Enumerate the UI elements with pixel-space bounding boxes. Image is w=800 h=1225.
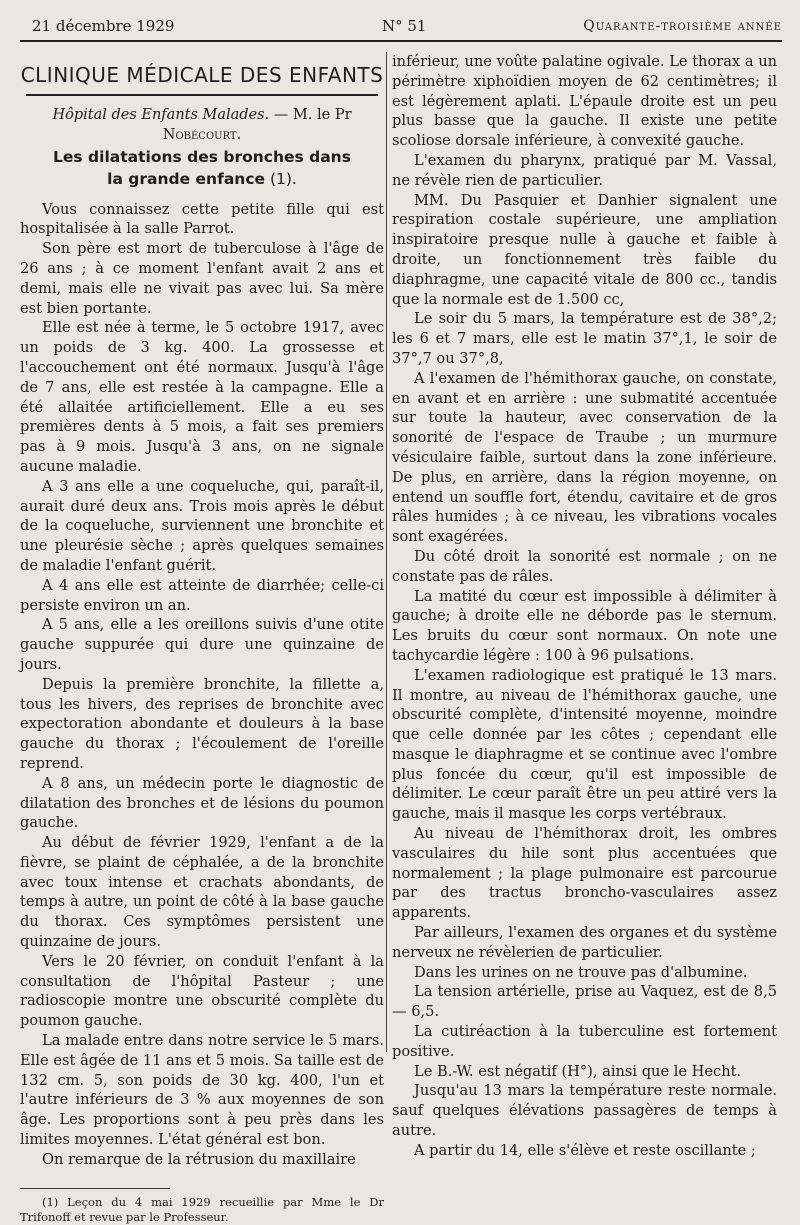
footnote-rule [20,1188,170,1189]
title-rule [26,94,378,96]
paragraph: Son père est mort de tuberculose à l'âge de 26 ans ; à ce moment l'enfant avait 2 ans et demi, mais elle ne vivait pas avec lui. Sa mère est bien portante. [20,240,384,317]
paragraph: A 5 ans, elle a les oreillons suivis d'une otite gauche suppurée qui dure une quinzaine de jours. [20,616,384,673]
paragraph: Dans les urines on ne trouve pas d'albumine. [414,963,748,981]
footnote: (1) Leçon du 4 mai 1929 recueillie par Mme le Dr Trifonoff et revue par le Professeur. [20,1194,384,1224]
lecture-title [20,146,384,190]
paragraph: La tension artérielle, prise au Vaquez, est de 8,5 — 6,5. [392,983,777,1021]
paragraph: Au début de février 1929, l'enfant a de la fièvre, se plaint de céphalée, a de la bronchite avec toux intense et crachats abondants, de temps à autre, un point de côté à la base gauche du thorax. Ces symptômes persistent une quinzaine de jours. [20,834,384,951]
issue-date: 21 décembre 1929 [32,17,175,35]
paragraph: L'examen radiologique est pratiqué le 13 mars. Il montre, au niveau de l'hémithorax gauche, une obscurité complète, d'intensité moyenne, moindre que celle donnée par les côtes ; cependant elle masque le diaphragme et se continue avec l'ombre plus foncée du cœur, qu'il est impossible de délimiter. Le cœur paraît être un peu attiré vers la gauche, mais il masque les corps vertébraux. [392,666,777,823]
hospital-line [20,106,384,146]
paragraph: Du côté droit la sonorité est normale ; on ne constate pas de râles. [392,547,777,585]
year-label: Quarante-troisième année [583,18,782,34]
paragraph: Le soir du 5 mars, la température est de 38°,2; les 6 et 7 mars, elle est le matin 37°,1, le soir de 37°,7 ou 37°,8, [392,310,777,367]
paragraph: Vous connaissez cette petite fille qui est hospitalisée à la salle Parrot. [20,200,384,238]
paragraph: A l'examen de l'hémithorax gauche, on constate, en avant et en arrière : une submatité accentuée sur toute la hauteur, avec conservation de la sonorité de l'espace de Traube ; un murmure vésiculaire faible, surtout dans la zone inférieure. De plus, en arrière, dans la région moyenne, on entend un souffle fort, étendu, cavitaire et de gros râles humides ; à ce niveau, les vibrations vocales sont exagérées. [392,369,777,546]
lecture-title-line1: Les dilatations des bronches dans [53,147,351,166]
hospital-sep: — M. le Pr [269,107,352,123]
paragraph: A 3 ans elle a une coqueluche, qui, paraît-il, aurait duré deux ans. Trois mois après le début de la coqueluche, surviennent une bronchite et une pleurésie sèche ; après quelques semaines de maladie l'enfant guérit. [20,477,384,574]
paragraph: L'examen du pharynx, pratiqué par M. Vassal, ne révèle rien de particulier. [392,151,777,189]
header-rule [20,40,782,42]
lecture-title-line2: la grande enfance [107,169,266,188]
paragraph: Depuis la première bronchite, la fillette a, tous les hivers, des reprises de bronchite avec expectoration abondante et douleurs à la base gauche du thorax ; l'écoulement de l'oreille reprend. [20,675,384,772]
paragraph: A 8 ans, un médecin porte le diagnostic de dilatation des bronches et de lésions du poumon gauche. [20,774,384,832]
right-column [392,52,777,1161]
section-title: CLINIQUE MÉDICALE DES ENFANTS [20,63,384,87]
paragraph: Le B.-W. est négatif (H°), ainsi que le Hecht. [414,1062,742,1080]
running-head [22,12,782,36]
paragraph: Au niveau de l'hémithorax droit, les ombres vasculaires du hile sont plus accentuées que normalement ; la plage pulmonaire est parcourue par des tractus broncho-vasculaires assez apparents. [392,825,777,922]
paragraph: Jusqu'au 13 mars la température reste normale. sauf quelques élévations passagères de temps à autre. [392,1082,777,1140]
issue-number: N° 51 [382,17,427,35]
paragraph: Par ailleurs, l'examen des organes et du système nerveux ne révèlerien de particulier. [392,924,777,961]
paragraph: Vers le 20 février, on conduit l'enfant à la consultation de l'hôpital Pasteur ; une radioscopie montre une obscurité complète du poumon gauche. [20,952,384,1030]
paragraph: La cutiréaction à la tuberculine est fortement positive. [392,1023,777,1060]
paragraph: inférieur, une voûte palatine ogivale. Le thorax a un périmètre xiphoïdien moyen de 62 centimètres; il est légèrement aplati. L'épaule droite est un peu plus basse que la gauche. Il existe une petite scoliose dorsale inférieure, à convexité gauche. [392,53,777,150]
professor-name: Nobécourt. [162,126,242,143]
paragraph: MM. Du Pasquier et Danhier signalent une respiration costale supérieure, une ampliation inspiratoire presque nulle à gauche et faible à droite, un fonctionnement très faible du diaphragme, une capacité vitale de 800 cc., tandis que la normale est de 1.500 cc, [392,191,777,308]
hospital-name: Hôpital des Enfants Malades. [52,107,270,123]
paragraph: On remarque de la rétrusion du maxillaire [42,1150,356,1168]
paragraph: A partir du 14, elle s'élève et reste oscillante ; [414,1141,756,1159]
footnote-ref: (1). [265,169,297,188]
paragraph: La matité du cœur est impossible à délimiter à gauche; à droite elle ne déborde pas le sternum. Les bruits du cœur sont normaux. On note une tachycardie légère : 100 à 96 pulsations. [392,587,777,664]
paragraph: La malade entre dans notre service le 5 mars. Elle est âgée de 11 ans et 5 mois. Sa taille est de 132 cm. 5, son poids de 30 kg. 400, l'un et l'autre inférieurs de 3 % aux moyennes de son âge. Les proportions sont à peu près dans les limites moyennes. L'état général est bon. [20,1032,384,1149]
paragraph: Elle est née à terme, le 5 octobre 1917, avec un poids de 3 kg. 400. La grossesse et l'accouchement ont été normaux. Jusqu'à l'âge de 7 ans, elle est restée à la campagne. Elle a été allaitée artificiellement. Elle a eu ses premières dents à 5 mois, a fait ses premiers pas à 9 mois. Jusqu'à 3 ans, on ne signale aucune maladie. [20,319,384,475]
column-rule [386,52,387,1052]
left-column [20,52,384,1225]
paragraph: A 4 ans elle est atteinte de diarrhée; celle-ci persiste environ un an. [20,576,384,614]
